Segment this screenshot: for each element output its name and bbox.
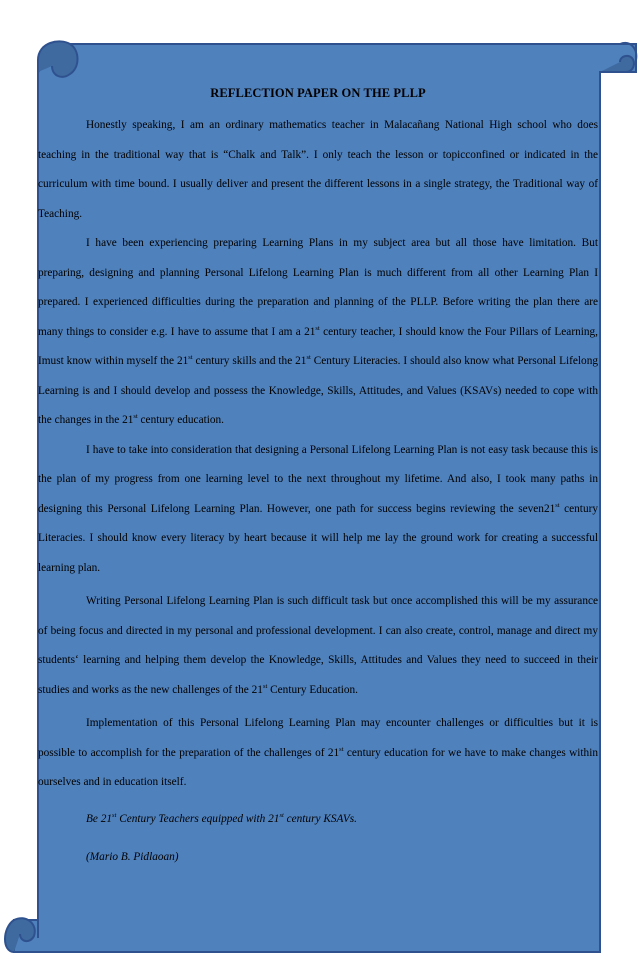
author-signature: (Mario B. Pidlaoan)	[86, 850, 179, 863]
paragraph-3: I have to take into consideration that designing a Personal Lifelong Learning Plan is not easy task because this is the plan of my progress from one learning level to the next throughout my lifetime. And also, I took many paths in designing this Personal Lifelong Learning Plan. However, one path for success begins reviewing the seven21st century Literacies. I should know every literacy by heart because it will help me lay the ground work for creating a successful learning plan.	[38, 443, 598, 574]
paragraph-1: Honestly speaking, I am an ordinary mathematics teacher in Malacañang National High school who does teaching in the traditional way that is “Chalk and Talk”. I only teach the lesson or topicconfined or indicated in the curriculum with time bound. I usually deliver and present the different lessons in a single strategy, the Traditional way of Teaching.	[38, 119, 598, 220]
page-title: REFLECTION PAPER ON THE PLLP	[210, 86, 426, 100]
paragraph-2: I have been experiencing preparing Learning Plans in my subject area but all those have limitation. But preparing, designing and planning Personal Lifelong Learning Plan is much different from all other Learning Plan I prepared. I experienced difficulties during the preparation and planning of the PLLP. Before writing the plan there are many things to consider e.g. I have to assume that I am a 21st century teacher, I should know the Four Pillars of Learning, Imust know within myself the 21st century skills and the 21st Century Literacies. I should also know what Personal Lifelong Learning is and I should develop and possess the Knowledge, Skills, Attitudes, and Values (KSAVs) needed to cope with the changes in the 21st century education.	[38, 237, 598, 426]
reflection-document	[38, 86, 598, 874]
closing-motto: Be 21st Century Teachers equipped with 21st century KSAVs.	[86, 811, 357, 825]
paragraph-5: Implementation of this Personal Lifelong Learning Plan may encounter challenges or difficulties but it is possible to accomplish for the preparation of the challenges of 21st century education for we have to make changes within ourselves and in education itself.	[38, 717, 598, 788]
paragraph-4: Writing Personal Lifelong Learning Plan is such difficult task but once accomplished this will be my assurance of being focus and directed in my personal and professional development. I can also create, control, manage and direct my students‘ learning and helping them develop the Knowledge, Skills, Attitudes and Values they need to succeed in their studies and works as the new challenges of the 21st Century Education.	[38, 595, 598, 696]
